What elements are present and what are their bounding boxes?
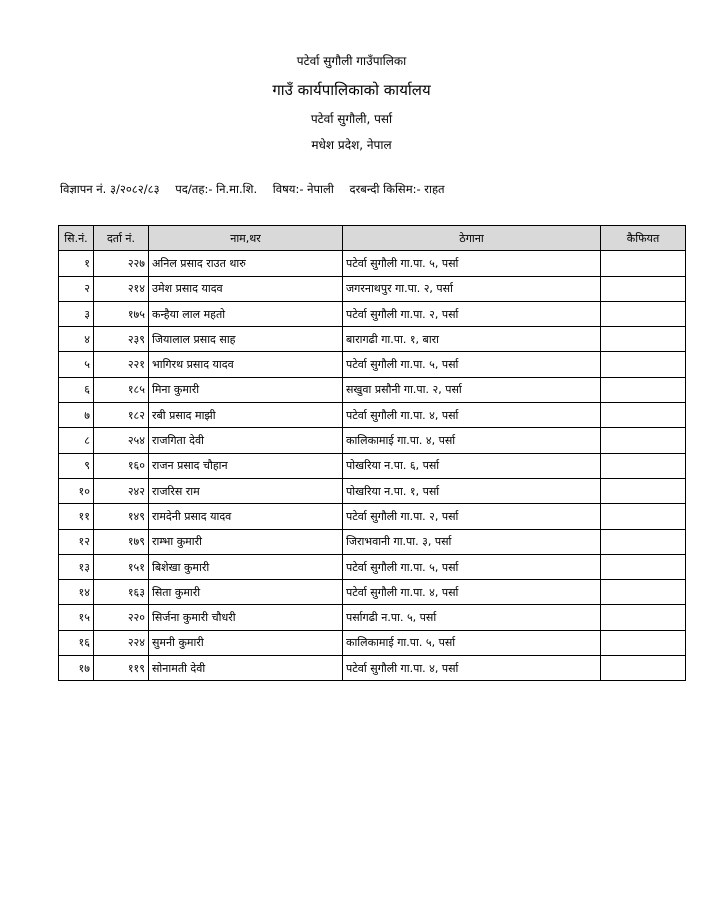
table-row [59, 529, 686, 554]
address-cell: कालिकामाई गा.पा. ४, पर्सा [343, 428, 601, 453]
serial-cell: १५ [59, 605, 94, 630]
serial-cell: ४ [59, 327, 94, 352]
remarks-cell [601, 377, 686, 402]
col-header-remarks: कैफियत [601, 226, 686, 251]
remarks-cell [601, 276, 686, 301]
subject: विषय:- नेपाली [272, 182, 334, 196]
remarks-cell [601, 656, 686, 681]
name-cell: राम्भा कुमारी [149, 529, 343, 554]
table-row [59, 656, 686, 681]
name-cell: सिता कुमारी [149, 580, 343, 605]
remarks-cell [601, 580, 686, 605]
remarks-cell [601, 478, 686, 503]
registration-cell: १६० [94, 453, 149, 478]
serial-cell: १२ [59, 529, 94, 554]
remarks-cell [601, 453, 686, 478]
office-address: पटेर्वा सुगौली, पर्सा [310, 112, 393, 126]
table-row [59, 251, 686, 276]
address-cell: सखुवा प्रसौनी गा.पा. २, पर्सा [343, 377, 601, 402]
name-cell: राजरिस राम [149, 478, 343, 503]
serial-cell: १६ [59, 630, 94, 655]
registration-cell: १४९ [94, 504, 149, 529]
remarks-cell [601, 529, 686, 554]
table-row [59, 453, 686, 478]
remarks-cell [601, 301, 686, 326]
municipality-name: पटेर्वा सुगौली गाउँपालिका [296, 54, 407, 68]
col-header-address: ठेगाना [343, 226, 601, 251]
registration-cell: १८२ [94, 403, 149, 428]
registration-cell: १७९ [94, 529, 149, 554]
address-cell: पर्सागढी न.पा. ५, पर्सा [343, 605, 601, 630]
table-row [59, 478, 686, 503]
office-title: गाउँ कार्यपालिकाको कार्यालय [272, 81, 431, 99]
registration-cell: १७५ [94, 301, 149, 326]
registration-cell: १६३ [94, 580, 149, 605]
registration-cell: २२१ [94, 352, 149, 377]
remarks-cell [601, 504, 686, 529]
remarks-cell [601, 630, 686, 655]
address-cell: पटेर्वा सुगौली गा.पा. ५, पर्सा [343, 251, 601, 276]
table-row [59, 605, 686, 630]
table-row [59, 352, 686, 377]
table-row [59, 327, 686, 352]
col-header-registration: दर्ता नं. [94, 226, 149, 251]
table-row [59, 276, 686, 301]
name-cell: सिर्जना कुमारी चौधरी [149, 605, 343, 630]
address-cell: पटेर्वा सुगौली गा.पा. २, पर्सा [343, 504, 601, 529]
registration-cell: २३९ [94, 327, 149, 352]
serial-cell: ६ [59, 377, 94, 402]
address-cell: पोखरिया न.पा. ६, पर्सा [343, 453, 601, 478]
address-cell: कालिकामाई गा.पा. ५, पर्सा [343, 630, 601, 655]
position-category: दरबन्दी किसिम:- राहत [349, 182, 445, 196]
registration-cell: २२७ [94, 251, 149, 276]
registration-cell: ११९ [94, 656, 149, 681]
table-row [59, 630, 686, 655]
notice-meta [60, 182, 457, 197]
address-cell: पटेर्वा सुगौली गा.पा. ५, पर्सा [343, 352, 601, 377]
candidate-table [58, 225, 686, 681]
col-header-name: नाम,थर [149, 226, 343, 251]
name-cell: सोनामती देवी [149, 656, 343, 681]
table-row [59, 504, 686, 529]
serial-cell: ११ [59, 504, 94, 529]
remarks-cell [601, 403, 686, 428]
registration-cell: १५१ [94, 554, 149, 579]
address-cell: जगरनाथपुर गा.पा. २, पर्सा [343, 276, 601, 301]
serial-cell: ५ [59, 352, 94, 377]
serial-cell: ८ [59, 428, 94, 453]
registration-cell: १८५ [94, 377, 149, 402]
serial-cell: ९ [59, 453, 94, 478]
name-cell: राजन प्रसाद चौहान [149, 453, 343, 478]
remarks-cell [601, 428, 686, 453]
address-cell: पोखरिया न.पा. १, पर्सा [343, 478, 601, 503]
remarks-cell [601, 554, 686, 579]
table-row [59, 403, 686, 428]
name-cell: उमेश प्रसाद यादव [149, 276, 343, 301]
name-cell: रबी प्रसाद माझी [149, 403, 343, 428]
address-cell: जिराभवानी गा.पा. ३, पर्सा [343, 529, 601, 554]
registration-cell: २४२ [94, 478, 149, 503]
serial-cell: २ [59, 276, 94, 301]
address-cell: पटेर्वा सुगौली गा.पा. ४, पर्सा [343, 403, 601, 428]
address-cell: पटेर्वा सुगौली गा.पा. ४, पर्सा [343, 580, 601, 605]
address-cell: बारागढी गा.पा. १, बारा [343, 327, 601, 352]
name-cell: भागिरथ प्रसाद यादव [149, 352, 343, 377]
province-country: मधेश प्रदेश, नेपाल [311, 138, 392, 152]
table-row [59, 554, 686, 579]
advert-number: विज्ञापन नं. ३/२०८२/८३ [60, 182, 160, 196]
table-header-row [59, 226, 686, 251]
col-header-serial: सि.नं. [59, 226, 94, 251]
table-body [59, 251, 686, 681]
registration-cell: २१४ [94, 276, 149, 301]
address-cell: पटेर्वा सुगौली गा.पा. ४, पर्सा [343, 656, 601, 681]
name-cell: सुमनी कुमारी [149, 630, 343, 655]
remarks-cell [601, 605, 686, 630]
remarks-cell [601, 352, 686, 377]
name-cell: मिना कुमारी [149, 377, 343, 402]
registration-cell: २२० [94, 605, 149, 630]
name-cell: राजगिता देवी [149, 428, 343, 453]
table-row [59, 377, 686, 402]
name-cell: अनिल प्रसाद राउत थारु [149, 251, 343, 276]
post-level: पद/तह:- नि.मा.शि. [175, 182, 258, 196]
table-row [59, 580, 686, 605]
serial-cell: ३ [59, 301, 94, 326]
address-cell: पटेर्वा सुगौली गा.पा. २, पर्सा [343, 301, 601, 326]
table-row [59, 301, 686, 326]
serial-cell: ७ [59, 403, 94, 428]
serial-cell: १३ [59, 554, 94, 579]
serial-cell: १ [59, 251, 94, 276]
registration-cell: २२४ [94, 630, 149, 655]
serial-cell: १४ [59, 580, 94, 605]
registration-cell: २५४ [94, 428, 149, 453]
address-cell: पटेर्वा सुगौली गा.पा. ५, पर्सा [343, 554, 601, 579]
serial-cell: १७ [59, 656, 94, 681]
name-cell: कन्हैया लाल महतो [149, 301, 343, 326]
remarks-cell [601, 251, 686, 276]
name-cell: जियालाल प्रसाद साह [149, 327, 343, 352]
name-cell: बिशेखा कुमारी [149, 554, 343, 579]
remarks-cell [601, 327, 686, 352]
serial-cell: १० [59, 478, 94, 503]
name-cell: रामदेनी प्रसाद यादव [149, 504, 343, 529]
table-row [59, 428, 686, 453]
